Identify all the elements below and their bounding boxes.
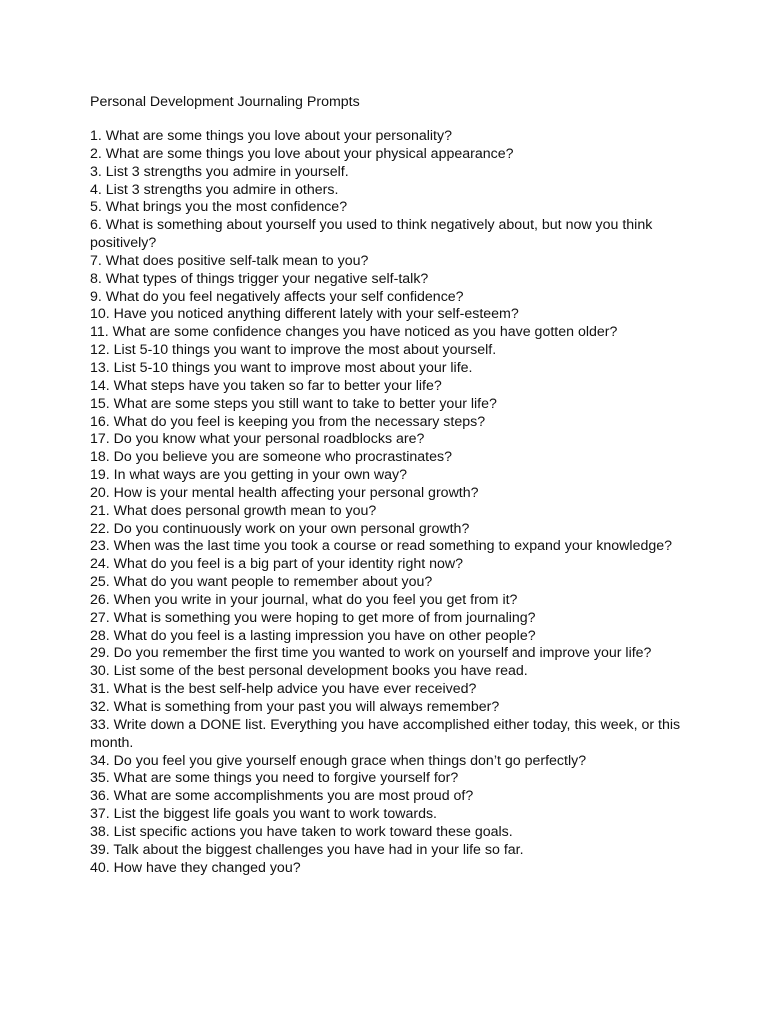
list-item: 1. What are some things you love about your personality? <box>90 128 452 144</box>
list-item: 28. What do you feel is a lasting impression you have on other people? <box>90 627 536 644</box>
document-page <box>90 93 686 877</box>
list-item: 15. What are some steps you still want to take to better your life? <box>90 395 497 412</box>
list-item: 34. Do you feel you give yourself enough grace when things don’t go perfectly? <box>90 752 587 769</box>
list-item: 2. What are some things you love about your physical appearance? <box>90 145 514 162</box>
list-item: 32. What is something from your past you will always remember? <box>90 699 500 715</box>
list-item: 31. What is the best self-help advice you have ever received? <box>90 681 477 698</box>
prompt-list <box>90 128 686 877</box>
list-item: 39. Talk about the biggest challenges you have had in your life so far. <box>90 841 524 858</box>
list-item: 21. What does personal growth mean to you? <box>90 502 377 519</box>
list-item: 8. What types of things trigger your negative self-talk? <box>90 270 429 287</box>
list-item: 11. What are some confidence changes you have noticed as you have gotten older? <box>90 324 618 341</box>
list-item: 19. In what ways are you getting in your own way? <box>90 467 408 484</box>
list-item: 27. What is something you were hoping to get more of from journaling? <box>90 609 536 626</box>
list-item: 13. List 5-10 things you want to improve most about your life. <box>90 359 473 376</box>
list-item: 33. Write down a DONE list. Everything you have accomplished either today, this week, or this month. <box>90 716 681 751</box>
list-item: 36. What are some accomplishments you are most proud of? <box>90 788 474 805</box>
list-item: 17. Do you know what your personal roadblocks are? <box>90 431 425 448</box>
list-item: 26. When you write in your journal, what do you feel you get from it? <box>90 591 518 608</box>
list-item: 7. What does positive self-talk mean to you? <box>90 252 369 269</box>
list-item: 10. Have you noticed anything different lately with your self-esteem? <box>90 306 519 323</box>
list-item: 6. What is something about yourself you used to think negatively about, but now you think positively? <box>90 217 653 252</box>
list-item: 37. List the biggest life goals you want to work towards. <box>90 806 437 823</box>
list-item: 22. Do you continuously work on your own personal growth? <box>90 520 470 537</box>
list-item: 35. What are some things you need to forgive yourself for? <box>90 770 459 787</box>
list-item: 5. What brings you the most confidence? <box>90 199 348 216</box>
list-item: 38. List specific actions you have taken to work toward these goals. <box>90 823 513 840</box>
list-item: 29. Do you remember the first time you wanted to work on yourself and improve your life? <box>90 645 652 662</box>
list-item: 3. List 3 strengths you admire in yourself. <box>90 163 349 180</box>
list-item: 30. List some of the best personal development books you have read. <box>90 663 528 680</box>
list-item: 20. How is your mental health affecting your personal growth? <box>90 484 479 501</box>
list-item: 16. What do you feel is keeping you from the necessary steps? <box>90 413 486 430</box>
list-item: 18. Do you believe you are someone who procrastinates? <box>90 449 452 466</box>
list-item: 24. What do you feel is a big part of your identity right now? <box>90 556 464 573</box>
list-item: 14. What steps have you taken so far to better your life? <box>90 377 442 394</box>
list-item: 9. What do you feel negatively affects your self confidence? <box>90 288 464 305</box>
document-title: Personal Development Journaling Prompts <box>90 94 360 110</box>
list-item: 40. How have they changed you? <box>90 859 301 876</box>
list-item: 25. What do you want people to remember about you? <box>90 574 433 591</box>
list-item: 23. When was the last time you took a course or read something to expand your knowledge? <box>90 538 673 555</box>
list-item: 12. List 5-10 things you want to improve the most about yourself. <box>90 342 497 359</box>
list-item: 4. List 3 strengths you admire in others. <box>90 181 339 198</box>
